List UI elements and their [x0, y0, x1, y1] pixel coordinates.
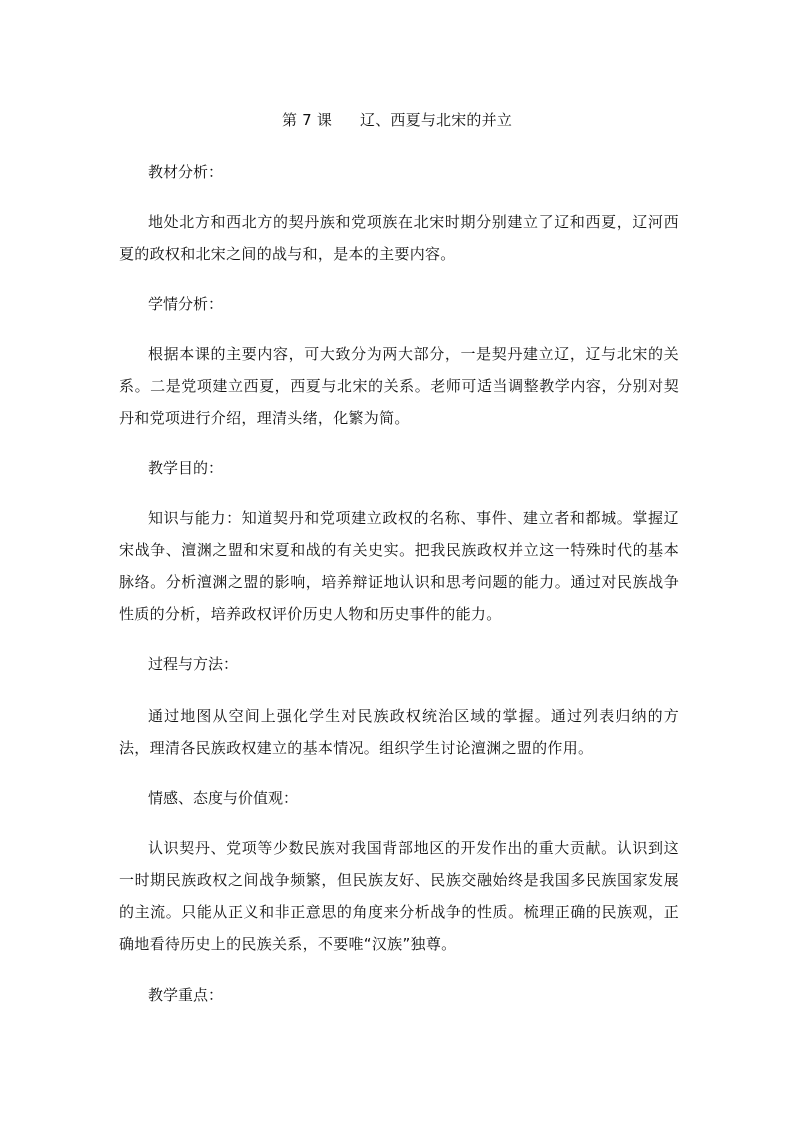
- section-heading-process: 过程与方法：: [148, 655, 239, 673]
- section-paragraph-objectives: 知识与能力：知道契丹和党项建立政权的名称、事件、建立者和都城。掌握辽宋战争、澶渊之盟和宋夏和战的有关史实。把我民族政权并立这一特殊时代的基本脉络。分析澶渊之盟的影响，培养辩证地认识和思考问题的能力。通过对民族战争性质的分析，培养政权评价历史人物和历史事件的能力。: [119, 509, 679, 623]
- section-paragraph-values: 认识契丹、党项等少数民族对我国背部地区的开发作出的重大贡献。认识到这一时期民族政权之间战争频繁，但民族友好、民族交融始终是我国多民族国家发展的主流。只能从正义和非正意思的角度来分析战争的性质。梳理正确的民族观，正确地看待历史上的民族关系，不要唯“汉族”独尊。: [119, 839, 679, 953]
- section-heading-keypoints: 教学重点：: [148, 986, 224, 1004]
- section-heading-materials: 教材分析：: [148, 163, 224, 181]
- section-heading-values: 情感、态度与价值观：: [148, 789, 299, 807]
- lesson-title: 辽、西夏与北宋的并立: [360, 111, 513, 129]
- section-heading-students: 学情分析：: [148, 295, 224, 313]
- lesson-number: 第 7 课: [281, 111, 333, 129]
- page-title: [0, 110, 794, 130]
- section-paragraph-students: 根据本课的主要内容，可大致分为两大部分，一是契丹建立辽，辽与北宋的关系。二是党项建立西夏，西夏与北宋的关系。老师可适当调整教学内容，分别对契丹和党项进行介绍，理清头绪，化繁为简。: [119, 345, 679, 427]
- section-paragraph-materials: 地处北方和西北方的契丹族和党项族在北宋时期分别建立了辽和西夏，辽河西夏的政权和北宋之间的战与和，是本的主要内容。: [119, 213, 679, 263]
- section-paragraph-process: 通过地图从空间上强化学生对民族政权统治区域的掌握。通过列表归纳的方法，理清各民族政权建立的基本情况。组织学生讨论澶渊之盟的作用。: [119, 707, 679, 757]
- section-heading-objectives: 教学目的：: [148, 459, 224, 477]
